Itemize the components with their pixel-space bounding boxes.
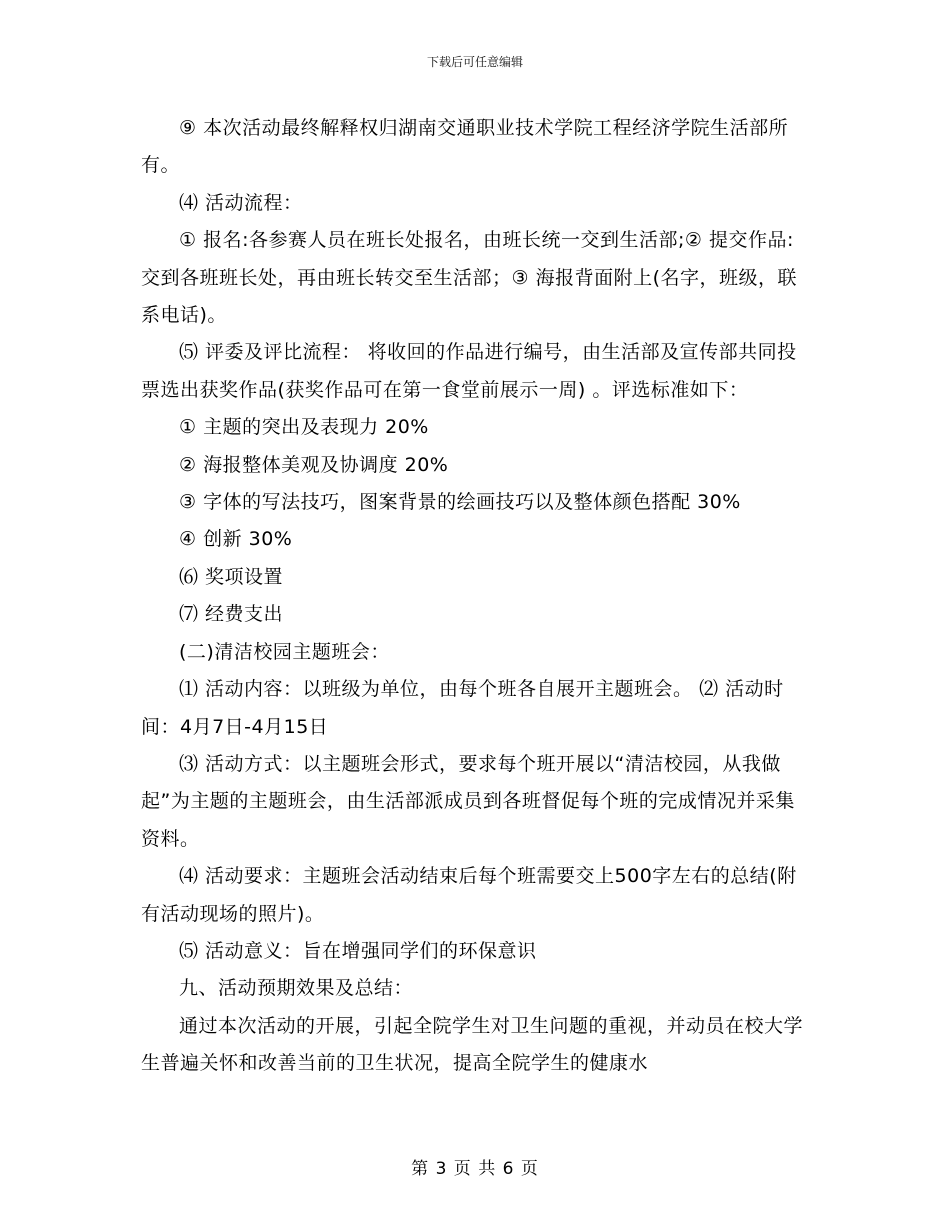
- paragraph-activity-method: ⑶ 活动方式：以主题班会形式，要求每个班开展以“清洁校园，从我做起”为主题的主题班会，由生活部派成员到各班督促每个班的完成情况并采集资料。: [141, 752, 795, 850]
- paragraph-activity-requirements: ⑷ 活动要求：主题班会活动结束后每个班需要交上500字左右的总结(附有活动现场的照片)。: [141, 865, 797, 925]
- paragraph-expenses-heading: ⑺ 经费支出: [179, 603, 284, 626]
- paragraph-judging-process: ⑸ 评委及评比流程： 将收回的作品进行编号，由生活部及宣传部共同投票选出获奖作品(获奖作品可在第一食堂前展示一周) 。评选标准如下：: [141, 341, 797, 401]
- section-heading-expected-results: 九、活动预期效果及总结：: [179, 977, 414, 1000]
- criteria-item-technique: ③ 字体的写法技巧，图案背景的绘画技巧以及整体颜色搭配 30%: [179, 491, 741, 514]
- paragraph-activity-process-heading: ⑷ 活动流程：: [179, 191, 303, 214]
- section-heading-class-meeting: (二)清洁校园主题班会：: [179, 640, 390, 663]
- criteria-item-innovation: ④ 创新 30%: [179, 528, 293, 551]
- paragraph-activity-content-time: ⑴ 活动内容：以班级为单位，由每个班各自展开主题班会。 ⑵ 活动时间：4月7日-4月15日: [141, 678, 784, 738]
- criteria-item-theme: ① 主题的突出及表现力 20%: [179, 416, 429, 439]
- page-number: 第 3 页 共 6 页: [411, 1159, 539, 1179]
- paragraph-awards-heading: ⑹ 奖项设置: [179, 565, 284, 588]
- document-body: [141, 110, 813, 1083]
- paragraph-activity-significance: ⑸ 活动意义：旨在增强同学们的环保意识: [179, 939, 537, 962]
- criteria-item-overall-look: ② 海报整体美观及协调度 20%: [179, 453, 449, 476]
- paragraph-summary: 通过本次活动的开展，引起全院学生对卫生问题的重视，并动员在校大学生普遍关怀和改善当前的卫生状况，提高全院学生的健康水: [141, 1014, 804, 1075]
- paragraph-interpretation-right: ⑨ 本次活动最终解释权归湖南交通职业技术学院工程经济学院生活部所有。: [141, 117, 789, 177]
- paragraph-registration-steps: ① 报名:各参赛人员在班长处报名，由班长统一交到生活部;② 提交作品:交到各班班长处，再由班长转交至生活部；③ 海报背面附上(名字，班级，联系电话)。: [141, 229, 797, 327]
- page-header: 下载后可任意编辑: [426, 55, 523, 69]
